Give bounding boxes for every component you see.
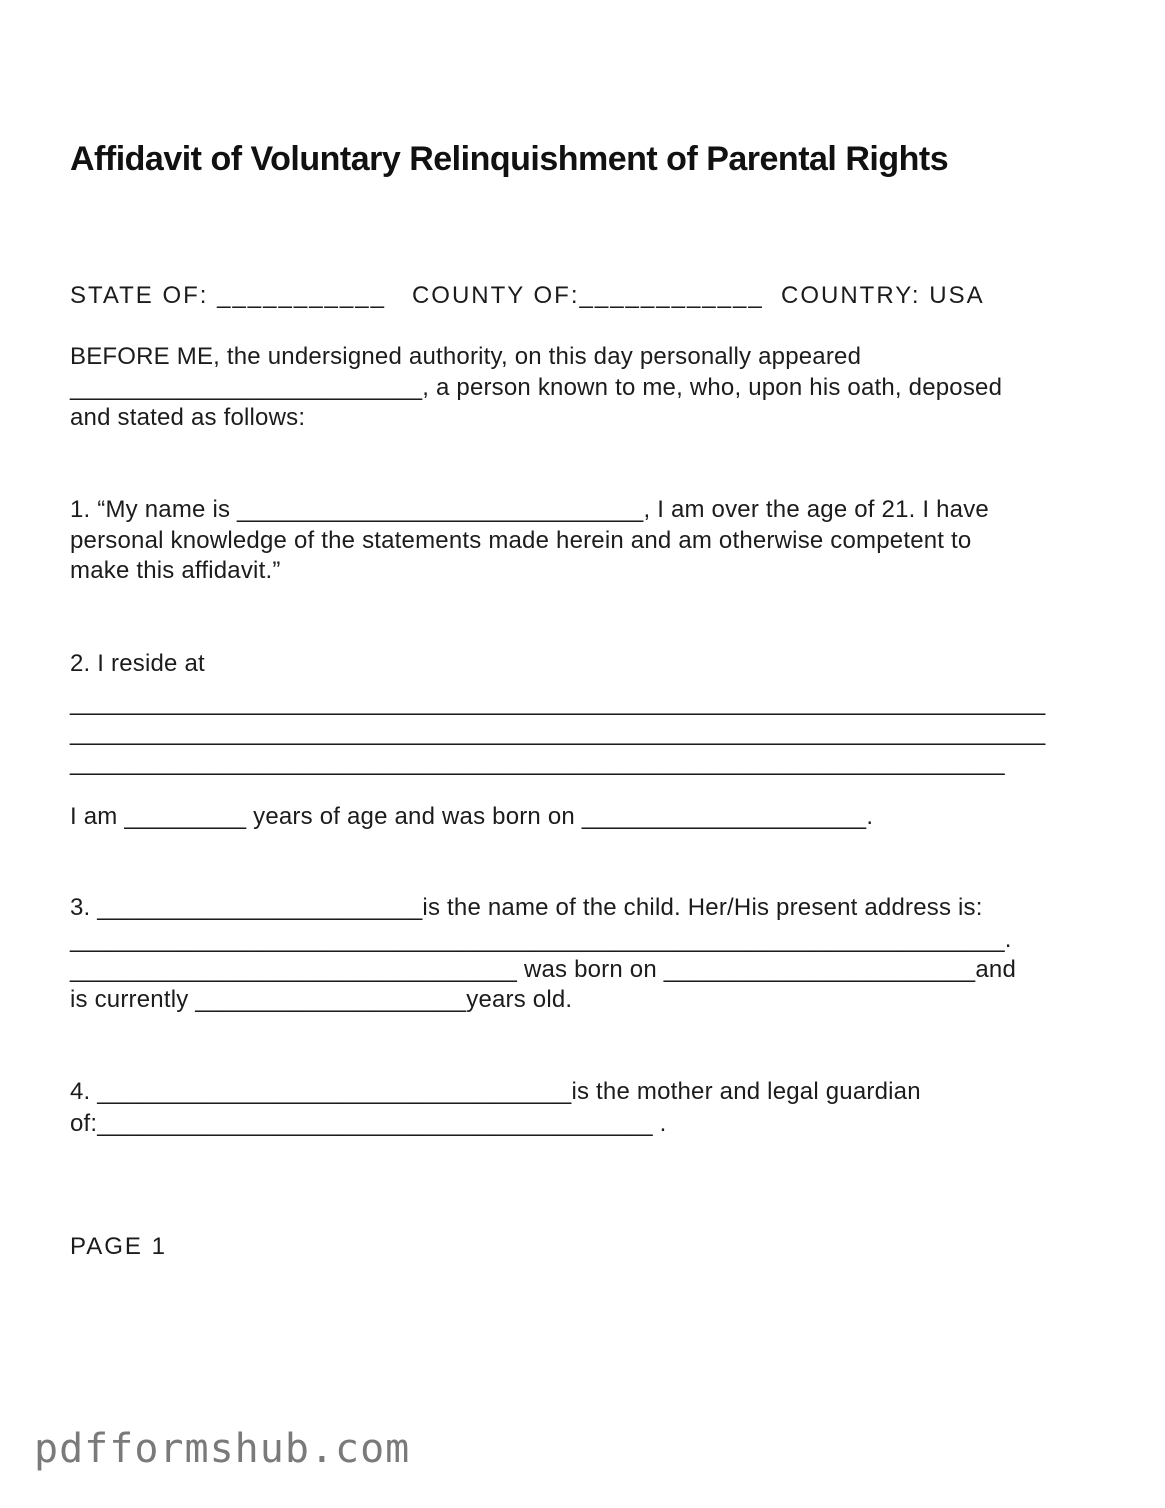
item-2-address-line-2: ________________________________________________________________________ — [70, 719, 1046, 746]
item-3-line-4: is currently ____________________years old. — [70, 986, 573, 1013]
item-4-line-2: of:_________________________________________ . — [70, 1110, 667, 1137]
item-2-address-line-3: _____________________________________________________________________ — [70, 749, 1005, 776]
item-1-line-1: 1. “My name is ______________________________, I am over the age of 21. I have — [70, 496, 989, 523]
location-line: STATE OF: ___________ COUNTY OF:____________ COUNTRY: USA — [70, 282, 985, 309]
item-1-line-3: make this affidavit.” — [70, 557, 281, 584]
before-me-line-2: __________________________, a person known to me, who, upon his oath, deposed — [70, 374, 1003, 401]
before-me-line-1: BEFORE ME, the undersigned authority, on this day personally appeared — [70, 343, 862, 370]
watermark: pdfformshub.com — [34, 1426, 411, 1472]
document-title: Affidavit of Voluntary Relinquishment of Parental Rights — [70, 140, 949, 178]
item-1-line-2: personal knowledge of the statements made herein and am otherwise competent to — [70, 527, 972, 554]
item-3-line-3: _________________________________ was born on _______________________and — [70, 956, 1016, 983]
item-3-line-2: _____________________________________________________________________. — [70, 926, 1012, 953]
item-2-line-1: 2. I reside at — [70, 650, 205, 677]
item-4-line-1: 4. ___________________________________is the mother and legal guardian — [70, 1078, 921, 1105]
item-3-line-1: 3. ________________________is the name of the child. Her/His present address is: — [70, 894, 983, 921]
item-2-address-line-1: ________________________________________________________________________ — [70, 689, 1046, 716]
before-me-line-3: and stated as follows: — [70, 404, 306, 431]
page-number: PAGE 1 — [70, 1233, 167, 1260]
age-line: I am _________ years of age and was born on _____________________. — [70, 803, 874, 830]
